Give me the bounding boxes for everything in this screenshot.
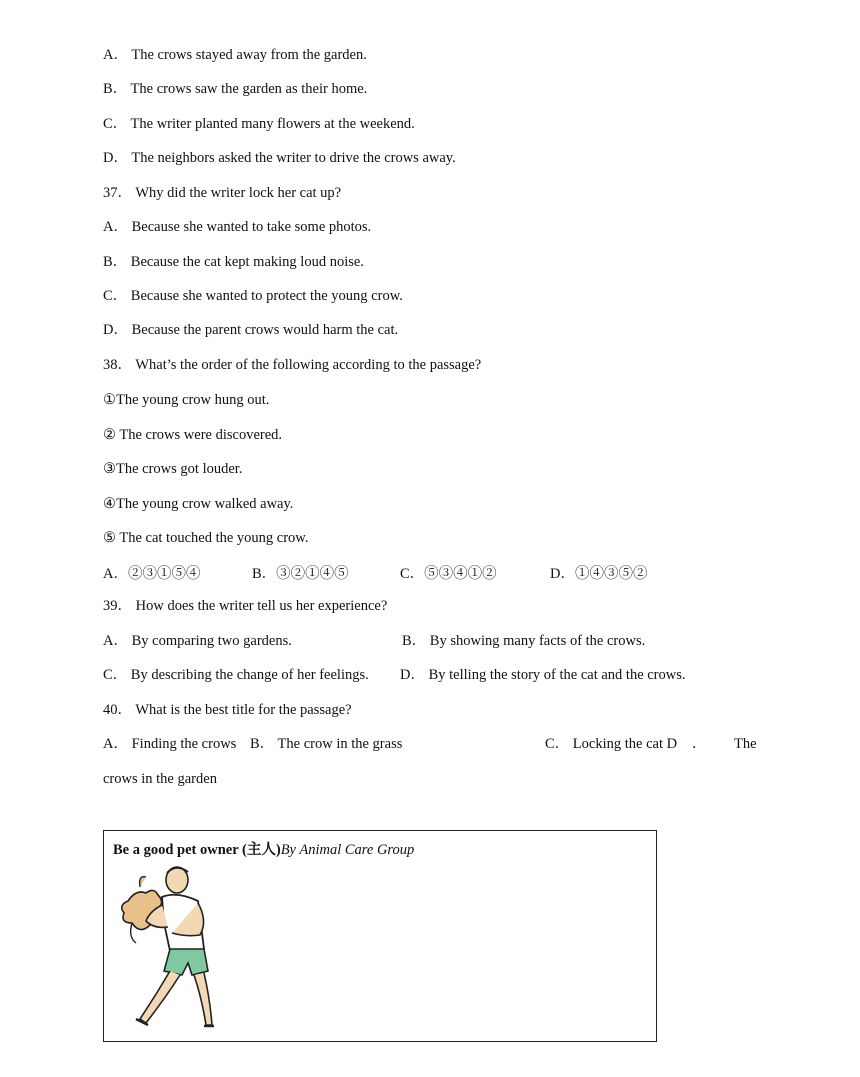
q36-option-c: C． The writer planted many flowers at the weekend. <box>103 116 415 132</box>
box-title-bold: Be a good pet owner (主人) <box>113 842 281 858</box>
q37-question: 37． Why did the writer lock her cat up? <box>103 185 342 201</box>
q38-item-2: ② The crows were discovered. <box>103 427 283 443</box>
q38-item-5: ⑤ The cat touched the young crow. <box>103 530 309 546</box>
q38-option-a: A．②③①⑤④ <box>103 566 201 582</box>
box-title-italic: By Animal Care Group <box>280 842 415 858</box>
q37-option-a: A． Because she wanted to take some photos. <box>103 219 372 235</box>
q39-question: 39． How does the writer tell us her experience? <box>103 598 388 614</box>
q38-item-1: ①The young crow hung out. <box>103 392 270 408</box>
q36-option-d: D． The neighbors asked the writer to drive the crows away. <box>103 150 456 166</box>
q39-option-c: C． By describing the change of her feelings. <box>103 667 369 683</box>
q37-option-c: C． Because she wanted to protect the young crow. <box>103 288 403 304</box>
q38-option-b: B．③②①④⑤ <box>252 566 349 582</box>
q40-option-c: C． Locking the cat D <box>545 736 678 752</box>
q39-option-a: A． By comparing two gardens. <box>103 633 292 649</box>
q38-question: 38． What’s the order of the following according to the passage? <box>103 357 482 373</box>
box-title <box>113 838 414 859</box>
q37-option-b: B． Because the cat kept making loud noise. <box>103 254 364 270</box>
q38-option-d: D．①④③⑤② <box>550 566 648 582</box>
q39-option-d: D． By telling the story of the cat and the crows. <box>400 667 686 683</box>
q40-option-d-end: crows in the garden <box>103 771 217 787</box>
q40-option-a: A． Finding the crows <box>103 736 237 752</box>
q36-option-b: B． The crows saw the garden as their home. <box>103 81 368 97</box>
q36-option-a: A． The crows stayed away from the garden. <box>103 47 367 63</box>
q39-option-b: B． By showing many facts of the crows. <box>402 633 646 649</box>
q40-question: 40． What is the best title for the passage? <box>103 702 352 718</box>
pet-owner-box <box>103 830 657 1042</box>
q37-option-d: D． Because the parent crows would harm the cat. <box>103 322 399 338</box>
q40-option-d-start: The <box>734 736 757 752</box>
person-holding-dog-illustration <box>110 863 222 1036</box>
q38-option-c: C．⑤③④①② <box>400 566 497 582</box>
q38-item-3: ③The crows got louder. <box>103 461 243 477</box>
q38-item-4: ④The young crow walked away. <box>103 496 294 512</box>
q40-option-b: B． The crow in the grass <box>250 736 403 752</box>
q40-option-d-mark: ． <box>692 736 707 752</box>
